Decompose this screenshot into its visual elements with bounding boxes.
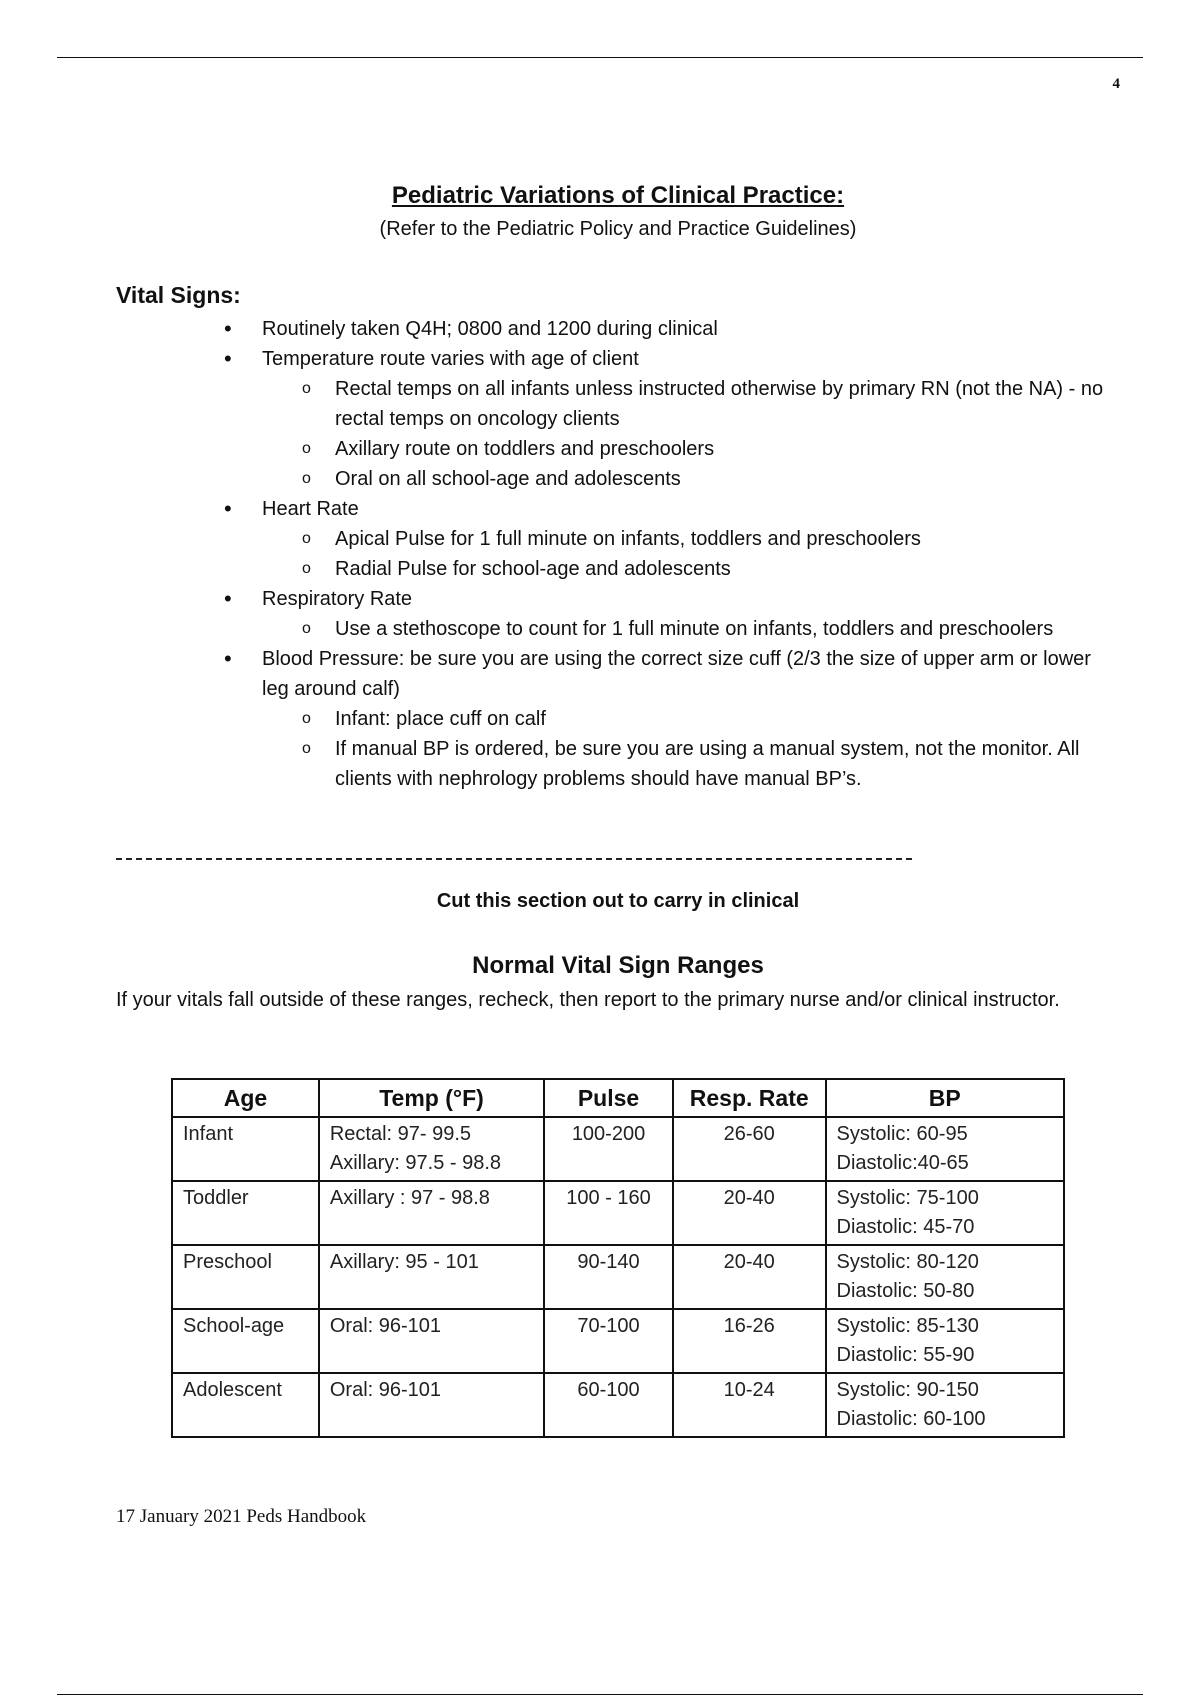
header-bp: BP (826, 1079, 1064, 1117)
bp-line: Systolic: 75-100 (836, 1187, 979, 1209)
footer: 17 January 2021 Peds Handbook (116, 1506, 367, 1527)
table-row (172, 1309, 1064, 1373)
bp-line: Systolic: 90-150 (836, 1379, 979, 1401)
vital-sign-subitem: o Apical Pulse for 1 full minute on infants, toddlers and preschoolers (0, 524, 1110, 554)
cell-pulse: 100 - 160 (544, 1181, 673, 1245)
cell-pulse: 70-100 (544, 1309, 673, 1373)
cell-temp (319, 1181, 544, 1245)
temp-line: Rectal: 97- 99.5 (329, 1123, 472, 1145)
bp-line: Systolic: 85-130 (836, 1315, 979, 1337)
vital-signs-heading: Vital Signs: (116, 282, 241, 308)
page-number: 4 (1112, 76, 1120, 92)
cell-pulse: 100-200 (544, 1117, 673, 1181)
bp-line: Systolic: 80-120 (836, 1251, 979, 1273)
cut-line (116, 858, 912, 860)
cell-bp (826, 1181, 1064, 1245)
vital-sign-subitem: o Use a stethoscope to count for 1 full minute on infants, toddlers and preschoolers (0, 614, 1110, 644)
vital-sign-subitem: o Axillary route on toddlers and preschoolers (0, 434, 1110, 464)
bp-line: Diastolic: 55-90 (836, 1344, 975, 1366)
vital-sign-subitem: o Oral on all school-age and adolescents (0, 464, 1110, 494)
temp-line: Axillary : 97 - 98.8 (329, 1187, 490, 1209)
ranges-title: Normal Vital Sign Ranges (472, 952, 764, 979)
bp-line: Systolic: 60-95 (836, 1123, 968, 1145)
cell-resp-rate: 10-24 (673, 1373, 826, 1437)
vital-sign-subitem: o Infant: place cuff on calf (0, 704, 1110, 734)
temp-line: Axillary: 97.5 - 98.8 (329, 1152, 502, 1174)
table-row (172, 1245, 1064, 1309)
cell-resp-rate: 20-40 (673, 1181, 826, 1245)
cell-age: Adolescent (172, 1373, 319, 1437)
vital-sign-item: • Respiratory Rate (0, 584, 1102, 614)
top-rule (57, 57, 1143, 58)
temp-line: Axillary: 95 - 101 (329, 1251, 479, 1273)
cell-bp (826, 1117, 1064, 1181)
header-age: Age (172, 1079, 319, 1117)
page-title: Pediatric Variations of Clinical Practice: (391, 182, 845, 209)
table-row (172, 1181, 1064, 1245)
cell-resp-rate: 16-26 (673, 1309, 826, 1373)
bp-line: Diastolic:40-65 (836, 1152, 969, 1174)
cell-bp (826, 1309, 1064, 1373)
vital-sign-subitem: o If manual BP is ordered, be sure you are using a manual system, not the monitor. All clients with nephrology problems should have manual BP’s. (0, 734, 1110, 794)
vital-sign-item: • Blood Pressure: be sure you are using the correct size cuff (2/3 the size of upper arm or lower leg around calf) (0, 644, 1102, 704)
cell-pulse: 90-140 (544, 1245, 673, 1309)
vital-sign-ranges-table (171, 1078, 1065, 1438)
temp-line: Oral: 96-101 (329, 1315, 442, 1337)
header-pulse: Pulse (544, 1079, 673, 1117)
page-subtitle: (Refer to the Pediatric Policy and Practice Guidelines) (379, 218, 857, 240)
vital-sign-item: • Heart Rate (0, 494, 1102, 524)
bottom-rule (57, 1694, 1143, 1695)
cell-temp (319, 1373, 544, 1437)
vital-signs-list (0, 314, 1200, 794)
ranges-intro: If your vitals fall outside of these ranges, recheck, then report to the primary nurse and/or clinical instructor. (116, 989, 1060, 1011)
header-resp-rate: Resp. Rate (673, 1079, 826, 1117)
table-header-row (172, 1079, 1064, 1117)
cell-bp (826, 1373, 1064, 1437)
table-row (172, 1373, 1064, 1437)
bp-line: Diastolic: 45-70 (836, 1216, 975, 1238)
cell-bp (826, 1245, 1064, 1309)
vital-sign-item: • Routinely taken Q4H; 0800 and 1200 during clinical (0, 314, 1102, 344)
cell-age: Toddler (172, 1181, 319, 1245)
cut-note: Cut this section out to carry in clinical (436, 890, 800, 912)
cell-age: Preschool (172, 1245, 319, 1309)
vital-sign-subitem: o Radial Pulse for school-age and adolescents (0, 554, 1110, 584)
cell-temp (319, 1245, 544, 1309)
cell-age: School-age (172, 1309, 319, 1373)
cell-pulse: 60-100 (544, 1373, 673, 1437)
cell-resp-rate: 26-60 (673, 1117, 826, 1181)
temp-line: Oral: 96-101 (329, 1379, 442, 1401)
cell-temp (319, 1117, 544, 1181)
bp-line: Diastolic: 60-100 (836, 1408, 986, 1430)
vital-sign-subitem: o Rectal temps on all infants unless instructed otherwise by primary RN (not the NA) - no rectal temps on oncology clients (0, 374, 1110, 434)
vital-sign-item: • Temperature route varies with age of client (0, 344, 1102, 374)
cell-temp (319, 1309, 544, 1373)
bp-line: Diastolic: 50-80 (836, 1280, 975, 1302)
table-row (172, 1117, 1064, 1181)
cell-resp-rate: 20-40 (673, 1245, 826, 1309)
cell-age: Infant (172, 1117, 319, 1181)
header-temp: Temp (°F) (319, 1079, 544, 1117)
